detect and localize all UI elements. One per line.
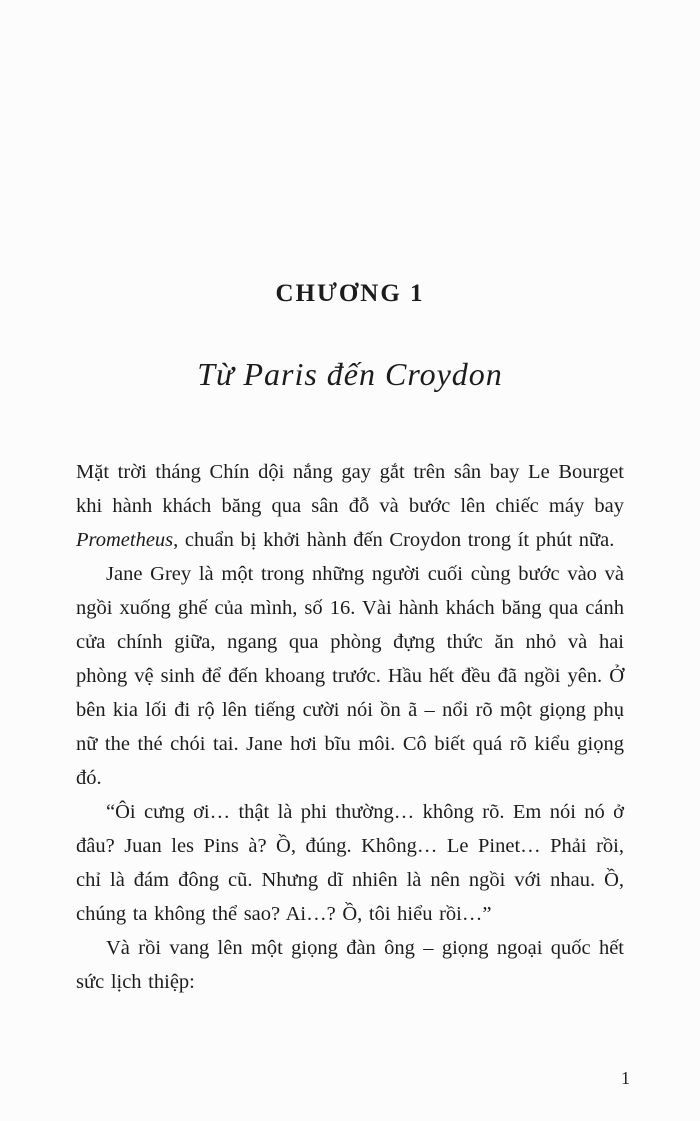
body-text [76,455,624,999]
paragraph [76,557,624,795]
italic-text-run: Prometheus [76,529,174,551]
text-run: Và rồi vang lên một giọng đàn ông – giọng ngoại quốc hết sức lịch thiệp: [76,937,624,993]
page-number: 1 [621,1068,630,1088]
text-run: , chuẩn bị khởi hành đến Croydon trong ít phút nữa. [173,529,615,551]
paragraph [76,455,624,557]
chapter-title: Từ Paris đến Croydon [197,356,503,392]
text-run: Jane Grey là một trong những người cuối cùng bước vào và ngồi xuống ghế của mình, số 16. Vài hành khách băng qua cánh cửa chính giữa, ngang qua phòng đựng thức ăn nhỏ và hai phòng vệ sinh để đến khoang trước. Hầu hết đều đã ngồi yên. Ở bên kia lối đi rộ lên tiếng cười nói ồn ã – nổi rõ một giọng phụ nữ the thé chói tai. Jane hơi bĩu môi. Cô biết quá rõ kiểu giọng đó. [76,563,624,789]
text-run: Mặt trời tháng Chín dội nắng gay gắt trên sân bay Le Bourget khi hành khách băng qua sân đỗ và bước lên chiếc máy bay [76,461,624,517]
chapter-heading: CHƯƠNG 1 [275,280,425,307]
paragraph [76,931,624,999]
paragraph [76,795,624,931]
text-run: “Ôi cưng ơi… thật là phi thường… không rõ. Em nói nó ở đâu? Juan les Pins à? Ồ, đúng. Không… Le Pinet… Phải rồi, chỉ là đám đông cũ. Nhưng dĩ nhiên là nên ngồi với nhau. Ồ, chúng ta không thể sao? Ai…? Ồ, tôi hiểu rồi…” [76,801,624,925]
